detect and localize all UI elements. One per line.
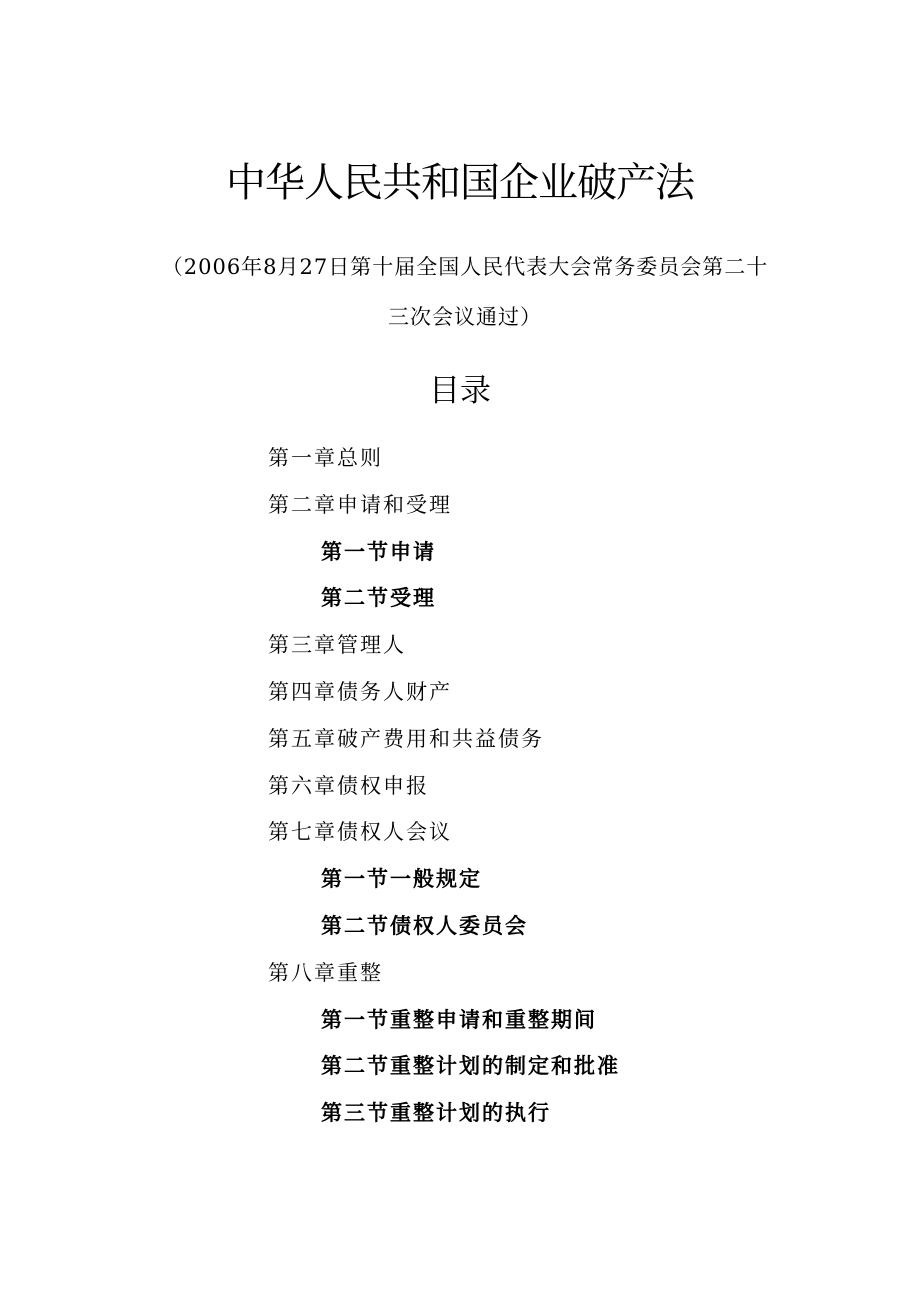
- toc-item-section-2-2: 第二节受理: [321, 585, 436, 611]
- toc-item-chapter-3: 第三章管理人: [268, 633, 406, 658]
- toc-item-chapter-5: 第五章破产费用和共益债务: [268, 726, 544, 751]
- document-title: 中华人民共和国企业破产法: [226, 160, 694, 206]
- toc-item-chapter-8: 第八章重整: [268, 960, 383, 985]
- toc-item-section-8-1: 第一节重整申请和重整期间: [321, 1006, 597, 1032]
- toc-item-section-8-3: 第三节重整计划的执行: [321, 1100, 551, 1126]
- document-subtitle: （2006年8月27日第十届全国人民代表大会常务委员会第二十三次会议通过）: [161, 255, 769, 329]
- toc-item-chapter-1: 第一章总则: [268, 446, 383, 470]
- toc-item-section-7-1: 第一节一般规定: [321, 866, 482, 892]
- toc-item-chapter-7: 第七章债权人会议: [268, 820, 452, 845]
- toc-item-chapter-2: 第二章申请和受理: [268, 492, 452, 517]
- toc-item-section-2-1: 第一节申请: [321, 538, 436, 564]
- toc-item-chapter-4: 第四章债务人财产: [268, 679, 452, 704]
- toc-heading: 目录: [429, 373, 491, 409]
- toc-item-section-8-2: 第二节重整计划的制定和批准: [321, 1053, 620, 1079]
- table-of-contents: [0, 435, 920, 1137]
- toc-item-chapter-6: 第六章债权申报: [268, 773, 429, 798]
- toc-item-section-7-2: 第二节债权人委员会: [321, 912, 528, 938]
